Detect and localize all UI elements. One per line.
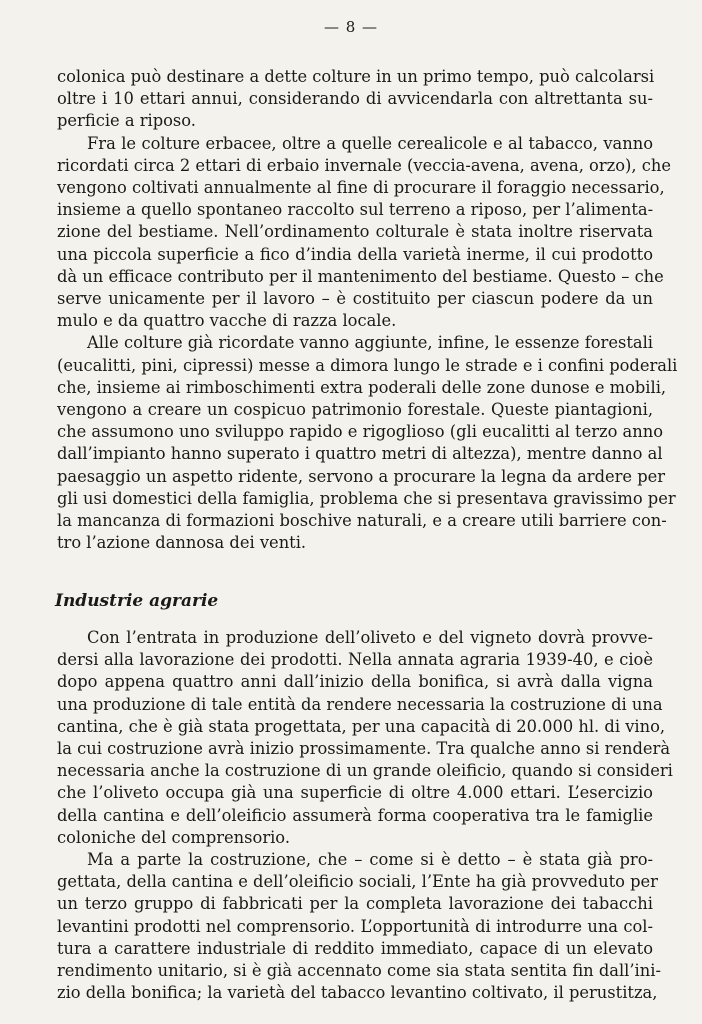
body-text-bottom xyxy=(57,627,673,1004)
text-line: rendimento unitario, si è già accennato come sia stata sentita fin dall’ini- xyxy=(57,961,661,981)
text-line: cantina, che è già stata progettata, per una capacità di 20.000 hl. di vino, xyxy=(57,716,666,736)
text-line: un terzo gruppo di fabbricati per la completa lavorazione dei tabacchi xyxy=(57,894,653,914)
text-line: zio della bonifica; la varietà del tabacco levantino coltivato, il perustitza, xyxy=(57,983,658,1003)
text-line: che, insieme ai rimboschimenti extra poderali delle zone dunose e mobili, xyxy=(57,377,667,397)
page-number: — 8 — xyxy=(323,18,379,36)
text-line: che l’oliveto occupa già una superficie di oltre 4.000 ettari. L’esercizio xyxy=(57,783,653,803)
text-line: ricordati circa 2 ettari di erbaio invernale (veccia-avena, avena, orzo), che xyxy=(57,155,671,175)
text-line: colonica può destinare a dette colture in un primo tempo, può calcolarsi xyxy=(57,67,655,86)
text-line: una produzione di tale entità da rendere necessaria la costruzione di una xyxy=(57,694,663,714)
paragraph xyxy=(57,849,661,1004)
paragraph xyxy=(57,332,678,554)
text-line: dall’impianto hanno superato i quattro metri di altezza), mentre danno al xyxy=(57,444,663,464)
text-line: tura a carattere industriale di reddito immediato, capace di un elevato xyxy=(57,938,653,958)
paragraph xyxy=(57,627,673,849)
text-line: oltre i 10 ettari annui, considerando di avvicendarla con altrettanta su- xyxy=(57,89,653,109)
text-line: (eucalitti, pini, cipressi) messe a dimora lungo le strade e i confini poderali xyxy=(57,355,678,375)
paragraph xyxy=(57,66,653,133)
text-line: coloniche del comprensorio. xyxy=(57,827,291,847)
section-heading: Industrie agrarie xyxy=(55,591,219,611)
body-text-top xyxy=(57,66,678,554)
text-line: paesaggio un aspetto ridente, servono a procurare la legna da ardere per xyxy=(57,466,666,486)
text-line: Con l’entrata in produzione dell’oliveto e del vigneto dovrà provve- xyxy=(87,628,653,647)
text-line: gli usi domestici della famiglia, problema che si presentava gravissimo per xyxy=(57,488,676,508)
text-line: la mancanza di formazioni boschive naturali, e a creare utili barriere con- xyxy=(57,511,667,531)
text-line: tro l’azione dannosa dei venti. xyxy=(57,533,307,553)
text-line: insieme a quello spontaneo raccolto sul terreno a riposo, per l’alimenta- xyxy=(57,200,654,220)
text-line: perficie a riposo. xyxy=(57,111,196,131)
text-line: Fra le colture erbacee, oltre a quelle cerealicole e al tabacco, vanno xyxy=(87,133,653,153)
text-line: zione del bestiame. Nell’ordinamento colturale è stata inoltre riservata xyxy=(57,222,653,242)
text-line: una piccola superficie a fico d’india della varietà inerme, il cui prodotto xyxy=(57,244,653,264)
text-line: gettata, della cantina e dell’oleificio sociali, l’Ente ha già provveduto per xyxy=(57,872,658,892)
paragraph xyxy=(57,133,671,333)
text-line: levantini prodotti nel comprensorio. L’opportunità di introdurre una col- xyxy=(57,916,653,936)
text-line: mulo e da quattro vacche di razza locale. xyxy=(57,311,397,331)
text-line: la cui costruzione avrà inizio prossimamente. Tra qualche anno si renderà xyxy=(57,739,671,759)
text-line: necessaria anche la costruzione di un grande oleificio, quando si consideri xyxy=(57,761,673,781)
text-line: dersi alla lavorazione dei prodotti. Nella annata agraria 1939-40, e cioè xyxy=(57,650,653,670)
text-line: Alle colture già ricordate vanno aggiunte, infine, le essenze forestali xyxy=(87,333,653,353)
text-line: vengono coltivati annualmente al fine di procurare il foraggio necessario, xyxy=(57,178,665,198)
text-line: dopo appena quattro anni dall’inizio della bonifica, si avrà dalla vigna xyxy=(57,672,653,692)
text-line: che assumono uno sviluppo rapido e rigoglioso (gli eucalitti al terzo anno xyxy=(57,422,664,442)
text-line: dà un efficace contributo per il mantenimento del bestiame. Questo – che xyxy=(57,266,664,286)
text-line: vengono a creare un cospicuo patrimonio forestale. Queste piantagioni, xyxy=(57,400,653,420)
text-line: della cantina e dell’oleificio assumerà forma cooperativa tra le famiglie xyxy=(57,805,653,825)
text-line: Ma a parte la costruzione, che – come si è detto – è stata già pro- xyxy=(87,850,653,870)
text-line: serve unicamente per il lavoro – è costituito per ciascun podere da un xyxy=(57,289,653,309)
